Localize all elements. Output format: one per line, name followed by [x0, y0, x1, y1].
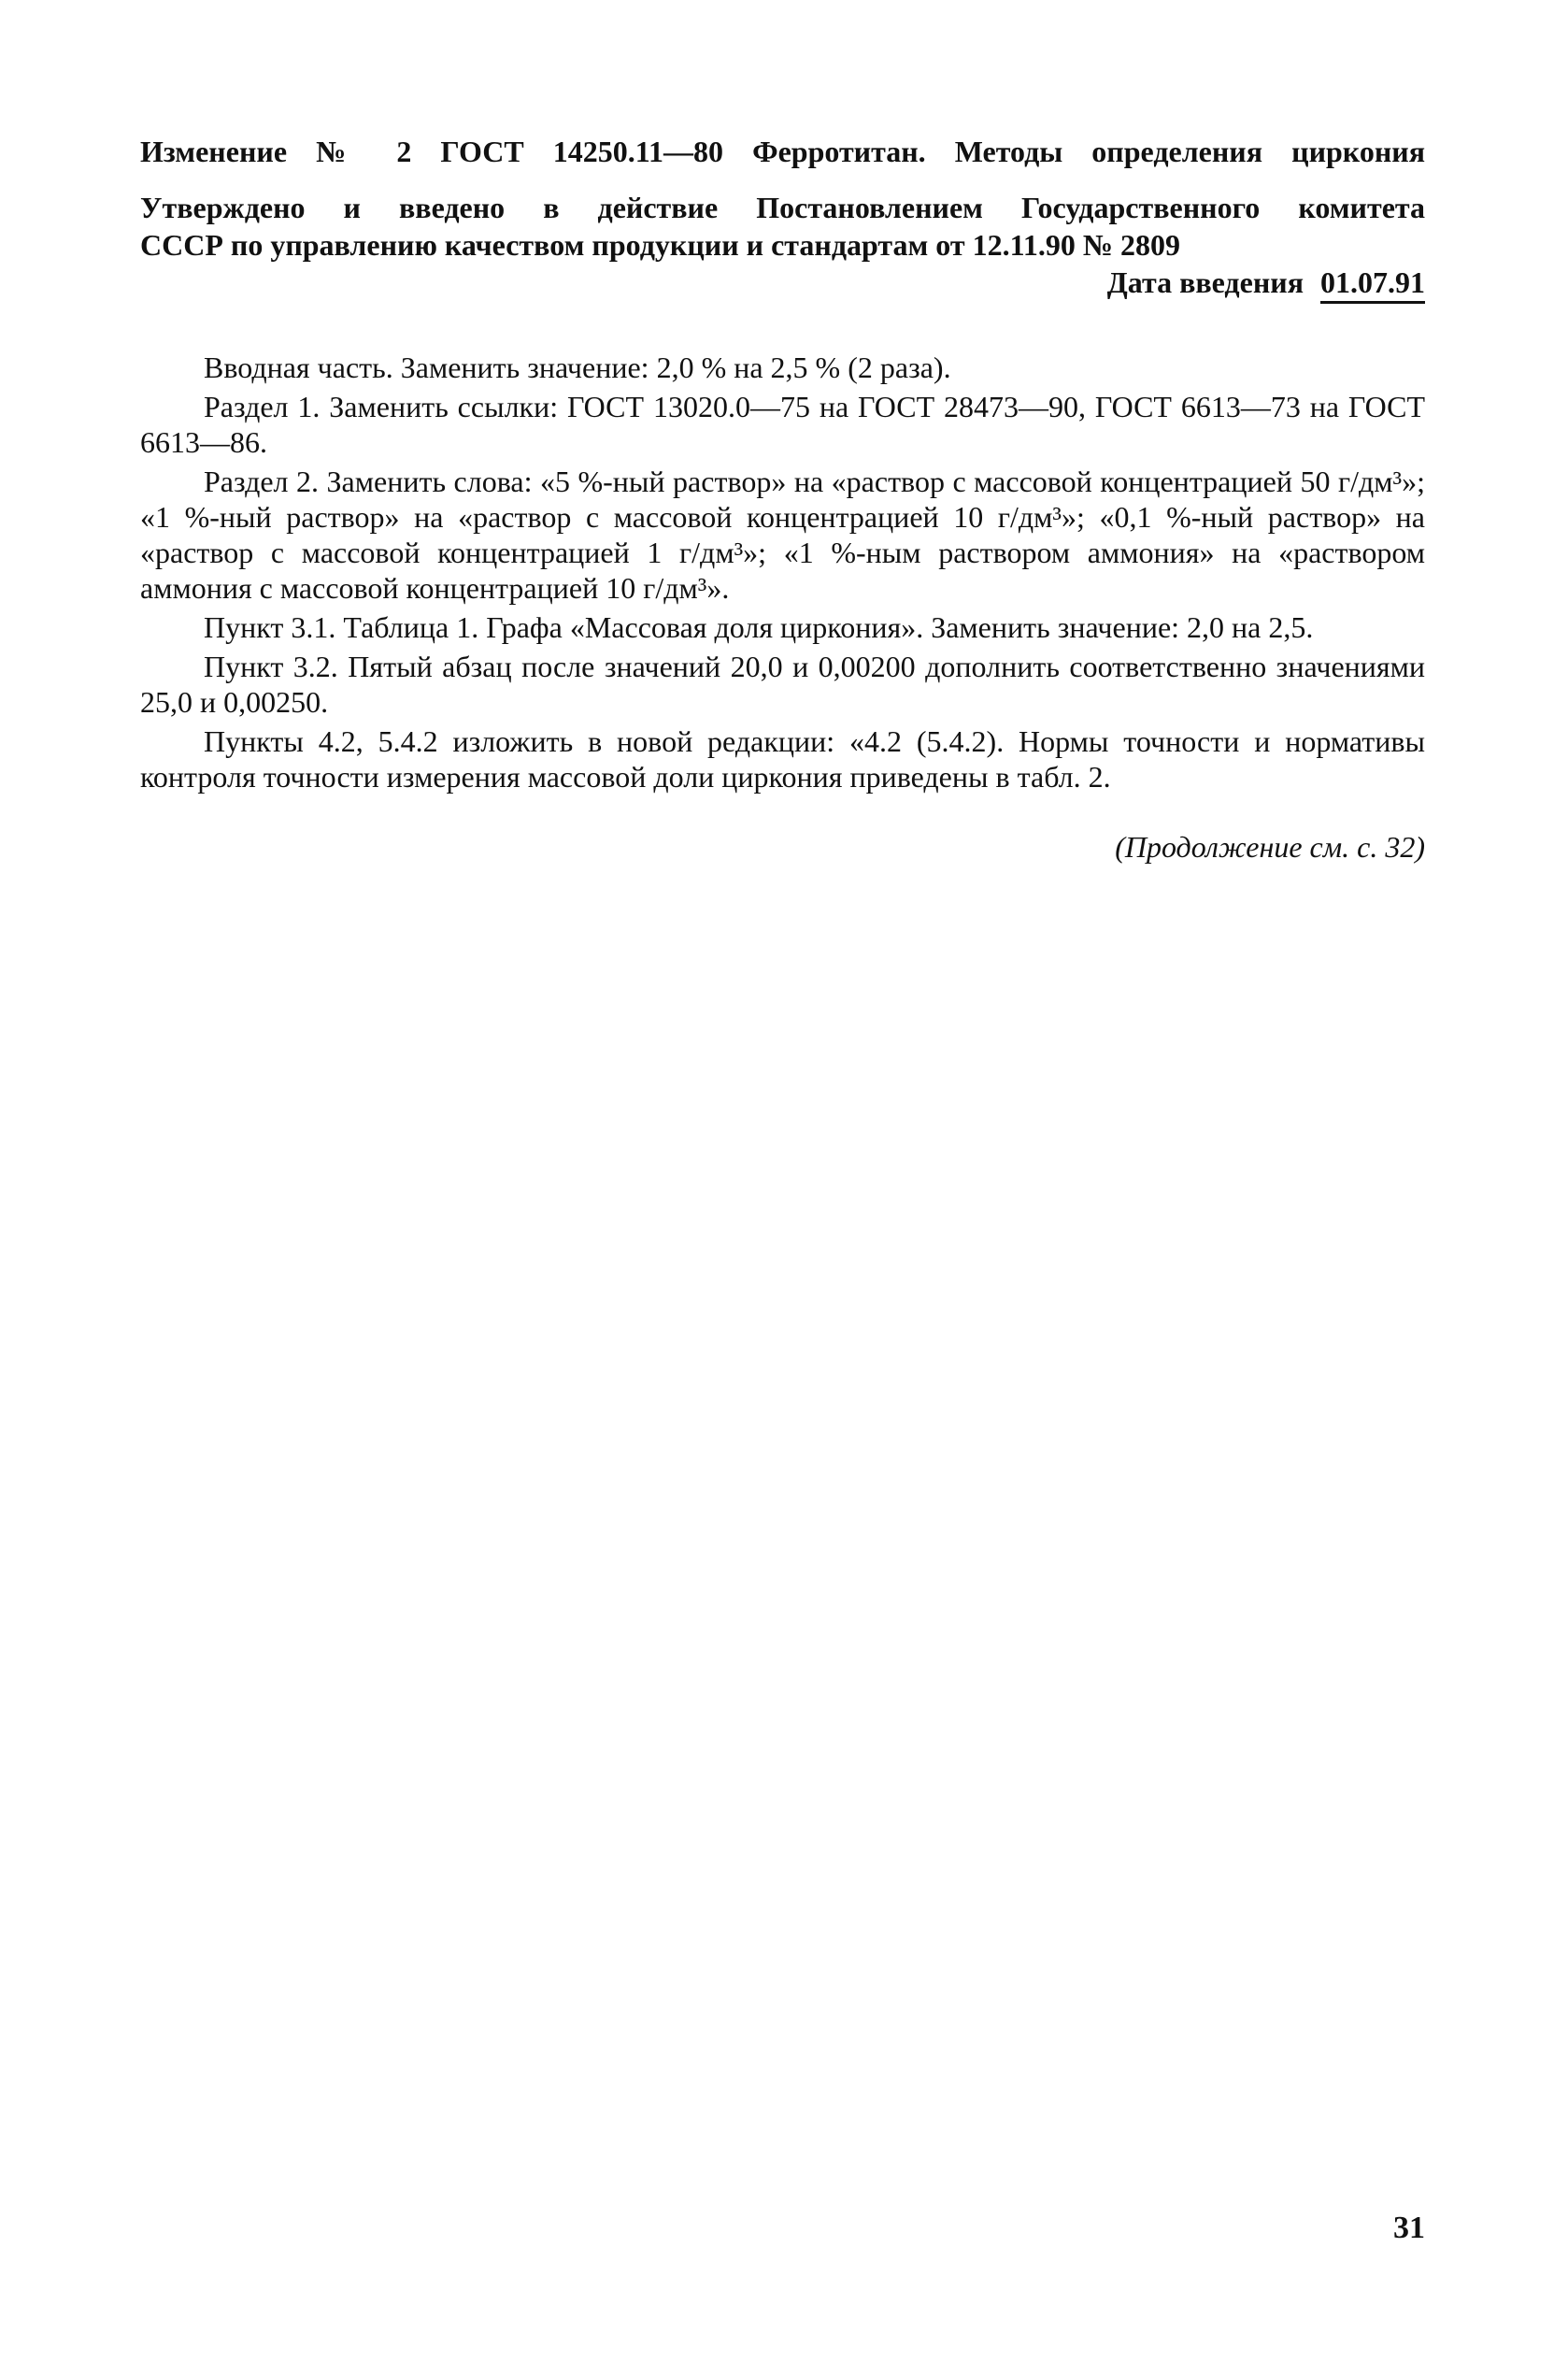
- approval-line-2: СССР по управлению качеством продукции и стандартам от 12.11.90 № 2809: [140, 228, 1180, 262]
- paragraph-item-3-2: Пункт 3.2. Пятый абзац после значений 20,0 и 0,00200 дополнить соответственно значениями 25,0 и 0,00250.: [140, 650, 1425, 719]
- page-number: 31: [1393, 2211, 1425, 2245]
- document-title: Изменение № 2 ГОСТ 14250.11—80 Ферротитан. Методы определения циркония: [140, 135, 1425, 168]
- introduction-date-label: Дата введения: [1106, 265, 1304, 299]
- introduction-date-value: 01.07.91: [1320, 265, 1425, 304]
- document-page: [140, 131, 1425, 866]
- continuation-note: (Продолжение см. с. 32): [1115, 830, 1425, 864]
- paragraph-section-2: Раздел 2. Заменить слова: «5 %-ный раствор» на «раствор с массовой концентрацией 50 г/дм³»; «1 %-ный раствор» на «раствор с массовой концентрацией 10 г/дм³»; «0,1 %-ный раствор» на «раствор с массовой концентрацией 1 г/дм³»; «1 %-ным раствором аммония» на «раствором аммония с массовой концентрацией 10 г/дм³».: [140, 465, 1425, 605]
- paragraph-items-4-2: Пункты 4.2, 5.4.2 изложить в новой редакции: «4.2 (5.4.2). Нормы точности и нормативы контроля точности измерения массовой доли циркония приведены в табл. 2.: [140, 724, 1425, 794]
- amendment-body: [140, 350, 1425, 794]
- approval-statement: [140, 189, 1425, 264]
- introduction-date: [140, 264, 1425, 301]
- paragraph-item-3-1: Пункт 3.1. Таблица 1. Графа «Массовая доля циркония». Заменить значение: 2,0 на 2,5.: [204, 610, 1314, 644]
- approval-line-1: Утверждено и введено в действие Постановлением Государственного комитета: [140, 191, 1425, 224]
- paragraph-section-1: Раздел 1. Заменить ссылки: ГОСТ 13020.0—75 на ГОСТ 28473—90, ГОСТ 6613—73 на ГОСТ 6613—86.: [140, 390, 1425, 459]
- paragraph-intro-part: Вводная часть. Заменить значение: 2,0 % на 2,5 % (2 раза).: [204, 351, 951, 384]
